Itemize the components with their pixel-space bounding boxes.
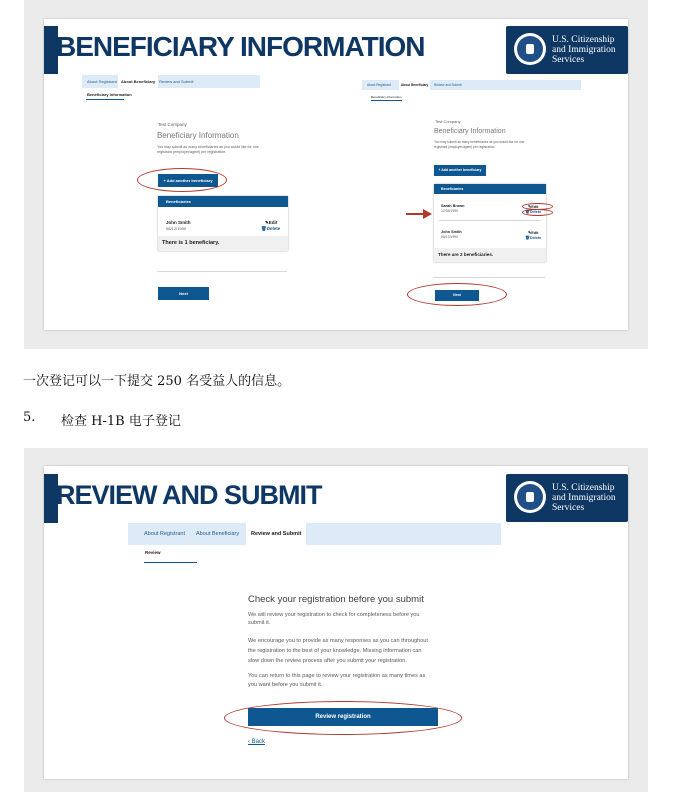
body-line-1: 一次登记可以一下提交 250 名受益人的信息。 — [23, 374, 291, 389]
edit-label: Edit — [531, 231, 539, 235]
right-person-dob: 08/12/1990 — [441, 235, 458, 239]
right-delete-link[interactable] — [525, 235, 541, 240]
tab-about-registrant[interactable]: About Registrant — [367, 83, 391, 87]
right-heading: Beneficiary Information — [434, 128, 506, 135]
left-subtab[interactable]: Beneficiary Information — [87, 92, 132, 97]
review-subtab[interactable]: Review — [145, 550, 161, 555]
tab-review-submit[interactable]: Review and Submit — [159, 79, 194, 84]
left-heading: Beneficiary Information — [157, 131, 239, 140]
left-divider — [157, 271, 287, 272]
tab-about-beneficiary[interactable]: About Beneficiary — [399, 80, 430, 90]
slide-card — [44, 19, 628, 330]
slide-title: BENEFICIARY INFORMATION — [56, 31, 425, 62]
uscis-logo — [506, 26, 628, 74]
review-highlight-oval — [224, 701, 462, 735]
left-next-button[interactable]: Next — [158, 287, 209, 300]
left-company: Test Company — [158, 122, 187, 127]
review-tab-bar — [128, 523, 501, 545]
trash-icon: 🗑 — [525, 210, 530, 214]
logo-line: and Immigration — [552, 493, 616, 503]
delete-label: Delete — [266, 226, 281, 231]
pencil-icon: ✎ — [528, 205, 532, 209]
tab-about-beneficiary[interactable]: About Beneficiary — [118, 75, 158, 88]
review-subtab-underline — [144, 562, 197, 563]
paragraph-line: We will review your registration to check for completeness before you — [248, 612, 420, 618]
right-company: Test Company — [435, 119, 461, 124]
tab-about-registrant[interactable]: About Registrant — [144, 531, 185, 537]
slide-title: REVIEW AND SUBMIT — [56, 480, 322, 510]
tab-about-registrant[interactable]: About Registrant — [87, 79, 117, 84]
left-count-row — [158, 236, 288, 251]
right-person-dob: 12/05/1999 — [441, 209, 458, 213]
paragraph-line: the registration to the best of your knowledge. Missing information can — [248, 648, 422, 654]
right-count-row — [434, 248, 546, 262]
dhs-seal-icon — [514, 33, 546, 65]
right-desc-1: You may submit as many beneficiaries as you would like for one — [434, 140, 525, 144]
pencil-icon: ✎ — [528, 231, 532, 235]
edit-label: Edit — [268, 220, 278, 225]
back-link[interactable]: ‹ Back — [248, 739, 266, 745]
slide-review-and-submit — [24, 448, 648, 792]
right-add-beneficiary-button[interactable]: + Add another beneficiary — [434, 165, 486, 176]
left-person-dob: 08/12/1990 — [166, 226, 187, 231]
tab-review-submit[interactable]: Review and Submit — [246, 523, 306, 545]
dhs-seal-icon — [514, 481, 546, 513]
right-table-header: Beneficiaries — [434, 184, 546, 194]
left-add-highlight-oval — [137, 168, 227, 192]
slide-card — [44, 466, 628, 779]
pencil-icon: ✎ — [265, 220, 269, 225]
step-title: 检查 H-1B 电子登记 — [61, 414, 181, 429]
trash-icon: 🗑 — [525, 236, 530, 240]
left-count-text: There is 1 beneficiary. — [162, 240, 220, 246]
left-desc-2: registrant (employer/agent) per registration. — [157, 150, 227, 154]
logo-line: and Immigration — [552, 45, 616, 55]
right-desc-2: registrant (employer/agent) per registration. — [434, 145, 496, 149]
left-delete-link[interactable] — [261, 226, 280, 232]
delete-label: Delete — [529, 236, 542, 240]
delete-label: Delete — [529, 210, 542, 214]
right-beneficiary-table — [434, 184, 546, 262]
paragraph-line: We encourage you to provide as many responses as you can throughout — [248, 638, 428, 644]
paragraph-line: you want before you submit it. — [248, 682, 323, 688]
left-subtab-underline — [86, 99, 124, 100]
step-number: 5. — [23, 410, 36, 425]
logo-line: Services — [552, 55, 585, 65]
red-arrow-icon — [406, 206, 432, 224]
uscis-logo — [506, 474, 628, 522]
right-tab-bar — [362, 80, 581, 90]
right-subtab-underline — [371, 100, 402, 101]
trash-icon: 🗑 — [261, 226, 267, 231]
review-paragraph-3 — [248, 672, 425, 690]
paragraph-line: slow down the review process after you submit your registration. — [248, 658, 407, 664]
tab-about-beneficiary[interactable]: About Beneficiary — [196, 531, 240, 537]
review-registration-button[interactable]: Review registration — [248, 708, 438, 726]
slide-beneficiary-information — [24, 0, 648, 349]
right-next-button[interactable]: Next — [435, 290, 479, 301]
right-person-name: John Smith — [441, 230, 462, 234]
review-heading: Check your registration before you submit — [248, 594, 424, 605]
review-paragraph-1 — [248, 611, 420, 627]
paragraph-line: You can return to this page to review your registration as many times as — [248, 673, 426, 679]
right-person-name: Sarah Brown — [441, 204, 465, 208]
right-subtab[interactable]: Beneficiary Information — [371, 95, 402, 99]
left-tab-bar — [82, 75, 260, 88]
row-divider — [439, 220, 541, 221]
paragraph-line: submit it. — [248, 620, 271, 626]
review-paragraph-2 — [248, 636, 428, 666]
left-add-beneficiary-button[interactable]: + Add another beneficiary — [158, 174, 218, 187]
tab-review-submit[interactable]: Review and Submit — [434, 83, 462, 87]
left-table-header: Beneficiaries — [158, 196, 288, 207]
right-divider — [433, 277, 545, 278]
logo-line: Services — [552, 503, 585, 513]
logo-line: U.S. Citizenship — [552, 483, 615, 493]
left-desc-1: You may submit as many beneficiaries as you would like for one — [157, 145, 259, 149]
delete-highlight-oval — [522, 209, 553, 216]
right-count-text: There are 2 beneficiaries. — [438, 252, 494, 257]
edit-label: Edit — [531, 205, 539, 209]
logo-line: U.S. Citizenship — [552, 35, 615, 45]
left-person-name: John Smith — [166, 220, 191, 225]
next-highlight-oval — [407, 283, 507, 306]
left-beneficiary-table — [158, 196, 288, 251]
